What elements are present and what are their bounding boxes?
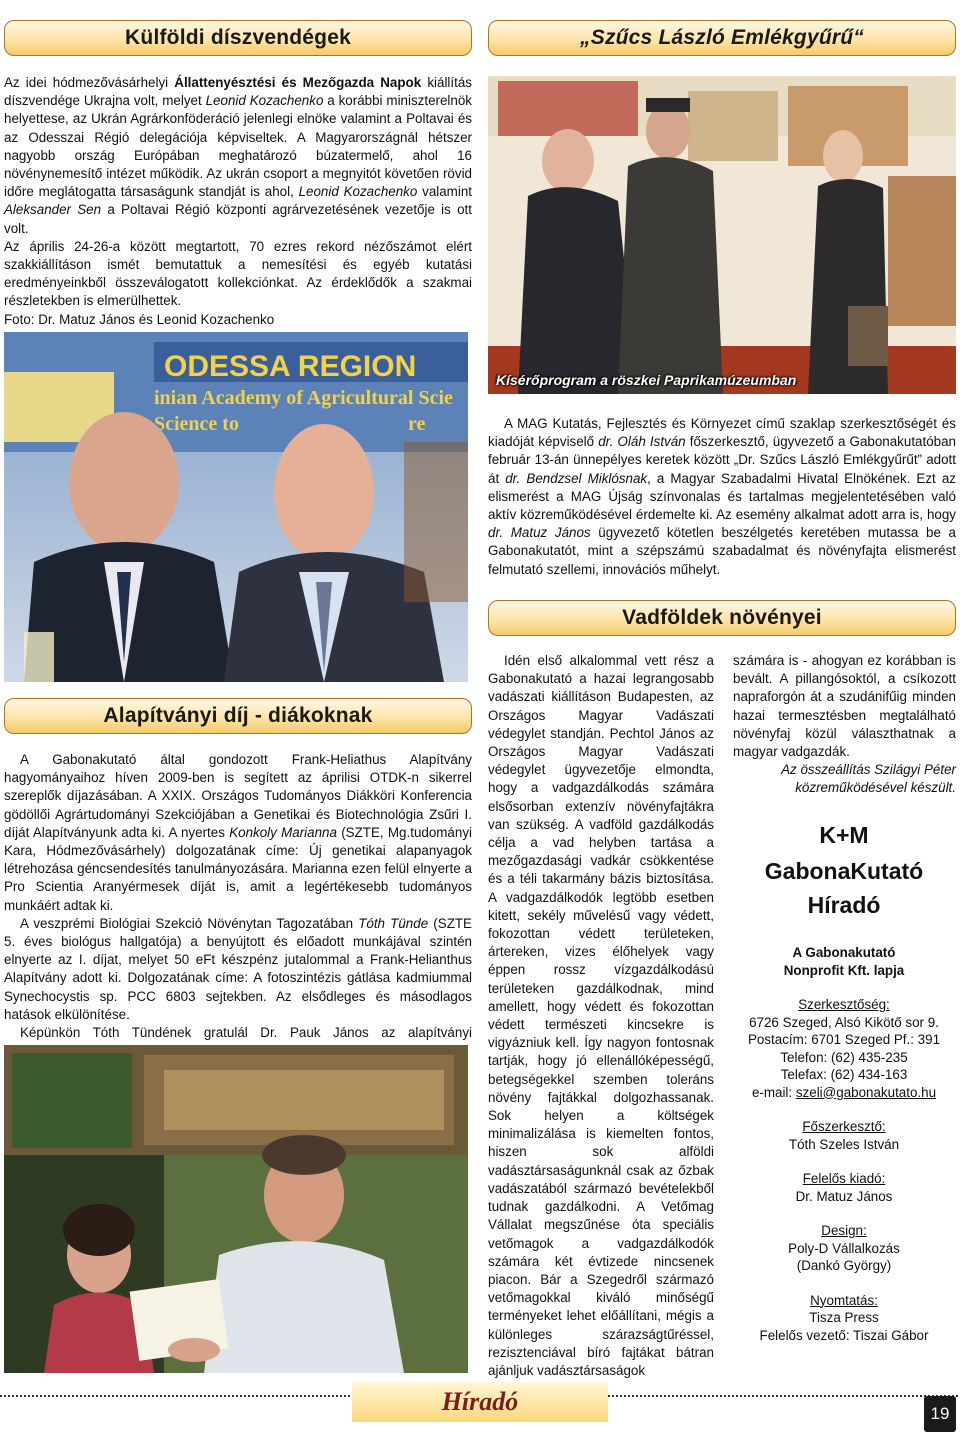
footer-title: Híradó [352, 1382, 608, 1422]
article-vadfoldek-col2 [733, 652, 956, 798]
masthead-box [735, 810, 953, 1344]
publisher-resp-label: Felelős kiadó: [802, 1171, 886, 1186]
design-label: Design: [821, 1223, 867, 1238]
article-credit: Az összeállítás Szilágyi Péter közreműködésével készült. [781, 762, 956, 796]
article-paragraph: számára is - ahogyan ez korábban is bevált. A pillangósoktól, a csíkozott napraforgón át a szudánifűig minden hazai termesztésben megtalálható növényfaj közül választhatnak a magyar vadgazdák. [733, 653, 956, 760]
photo-sign-slogan-end: re [408, 413, 426, 435]
editor-in-chief: Tóth Szeles István [788, 1136, 900, 1152]
article-kulfoldi-text [4, 74, 472, 329]
section-banner-vadfoldek: Vadföldek növényei [488, 600, 956, 636]
section-banner-szucs: „Szűcs László Emlékgyűrű“ [488, 20, 956, 56]
photo-award-handshake [4, 1045, 468, 1373]
article-paragraph: Az idei hódmezővásárhelyi Állattenyésztési és Mezőgazda Napok kiállítás díszvendége Ukrajna volt, melyet Leonid Kozachenko a korábbi miniszterelnök helyettese, az Ukrán Agrárkonföderáció jelenlegi elnöke valamint a Poltavai és az Odesszai Régió delegációja képviseltek. A Magyarországnál hétszer nagyobb ország Európában meghatározó búzatermelő, ahol 16 növénynemesítő intézet működik. Az ukrán csoport a megnyitót követően rövid időre meglátogatta társaságunk standját is ahol, Leonid Kozachenko valamint Aleksander Sen a Poltavai Régió központi agrárvezetésének vezetője is ott volt. [4, 75, 473, 236]
article-alapitvanyi-text [4, 751, 472, 1060]
section-banner-kulfoldi: Külföldi díszvendégek [4, 20, 472, 56]
photo-credit: Foto: Dr. Matuz János és Leonid Kozachenko [4, 311, 275, 327]
article-paragraph: A veszprémi Biológiai Szekció Növénytan Tagozatában Tóth Tünde (SZTE 5. éves biológus hallgatója) a benyújtott és előadott munkájával szintén elnyerte az I. díjat, melyet 50 eFt készpénz jutalommal a Frank-Helianthus Alapítvány adott ki. Dolgozatának címe: A fotoszintézis gátlása kadmiummal Synechocystis sp. PCC 6803 sejtekben. Az elsődleges és másodlagos hatások elkülönítése. [4, 915, 472, 1022]
publisher-resp: Dr. Matuz János [795, 1188, 893, 1204]
photo-odessa-delegation [4, 332, 468, 682]
article-paragraph: A Gabonakutató által gondozott Frank-Heliathus Alapítvány hagyományaihoz híven 2009-ben is segített az áprilisi OTDK-n sikerrel szereplők díjazásában. A XXIX. Országos Tudományos Diákköri Konferencia gödöllői Agrártudományi Szekciójában a Genetikai és Biotechnológia Zsűri I. díját Alapítványunk adta ki. A nyertes Konkoly Marianna (SZTE, Mg.tudományi Kara, Hódmezővásárhely) dolgozatának címe: Új genetikai alapanyagok létrehozása géncsendesítés tanulmányozására. Marianna ezen felül elnyerte a Pro Scientia Aranyérmesek díját is, amit a legértékesebb tudományos munkáért adtak ki. [4, 752, 473, 913]
editorial-label: Szerkesztőség: [798, 997, 890, 1012]
print-label: Nyomtatás: [810, 1292, 878, 1308]
photo-sign-title: ODESSA REGION [164, 350, 417, 383]
editorial-phone: Telefon: (62) 435-235 [780, 1049, 908, 1065]
editor-in-chief-label: Főszerkesztő: [802, 1119, 886, 1134]
photo-caption: Kísérőprogram a röszkei Paprikamúzeumban [496, 372, 797, 388]
editorial-address: 6726 Szeged, Alsó Kikötő sor 9. [749, 1014, 939, 1030]
masthead-title-line2: GabonaKutató [764, 858, 924, 884]
article-vadfoldek-col1 [488, 652, 714, 1380]
article-szucs-text [488, 415, 956, 579]
article-paragraph: Idén első alkalommal vett rész a Gabonakutató a hazai legrangosabb vadászati kiállításon Budapesten, az Országos Magyar Vadászati védegylet standján. Pechtol János az Országos Magyar Vadászati védegylet ügyvezetője elmondta, hogy a vadgazdálkodás számára elsősorban extenzív növényfajtákra van szükség. A vadföld gazdálkodás célja a vad helyben tartása a mezőgazdasági vadkár csökkentése és a téli takarmány bázis biztosítása. A vadgazdálkodók legtöbb esetben kitett, sekély művelésű vagy védett, fokozottan védett területeken, ártereken, vizes élőhelyek vagy éppen rossz vízgazdálkodású területeken gazdálkodnak, mind amellett, hogy védett és fokozottan védett természeti kincsekre is vigyázniuk kell. Így nagyon fontosnak tartják, hogy jó ellenállóképességű, betegségekkel szemben toleráns növény fajtákkal dolgozhassanak. Sok helyen a költségek minimalizálása is kiemelten fontos, hiszen sok alföldi vadásztársaságunknál csak az őzbak vadászatából származó bevételekből tudnak gazdálkodni. A Vetőmag Vállalat megszűnése óta speciális vetőmagok a vadgazdálkodók számára két évtizede nincsenek piacon. Bár a Szegedről származó vetőmagokkal kiváló minőségű terményeket lehet előállítani, mégis a különleges szárazságtűréssel, rezisztenciával bíró fajtákat bátran ajánljuk vadásztársaságok [488, 653, 714, 1378]
email-link[interactable]: szeli@gabonakutato.hu [795, 1084, 937, 1100]
section-banner-alapitvanyi: Alapítványi díj - diákoknak [4, 698, 472, 734]
design-company: Poly-D Vállalkozás [788, 1240, 900, 1256]
masthead-title-line3: Híradó [807, 892, 881, 918]
editorial-fax: Telefax: (62) 434-163 [780, 1067, 908, 1082]
masthead-title-line1: K+M [819, 822, 869, 848]
article-paragraph: Képünkön Tóth Tündének gratulál Dr. Pauk János az alapítványi [20, 1025, 472, 1041]
article-paragraph: Az április 24-26-a között megtartott, 70 ezres rekord nézőszámot elért szakkiállításon ismét bemutattuk a nemesítési és egyéb kutatási eredményeinkből összeválogatott kollekciónkat. Az érdeklődők a szakmai részletekben is elmerülhettek. [4, 238, 472, 309]
publisher-line1: A Gabonakutató [792, 945, 896, 960]
photo-sign-slogan: Science to [154, 413, 239, 435]
photo-paprika-museum [488, 76, 956, 394]
design-person: (Dankó György) [796, 1258, 892, 1273]
editorial-email: e-mail: szeli@gabonakutato.hu [751, 1084, 937, 1100]
photo-sign-subtitle: inian Academy of Agricultural Scie [154, 387, 453, 409]
publisher-line2: Nonprofit Kft. lapja [783, 962, 905, 978]
editorial-postal: Postacím: 6701 Szeged Pf.: 391 [747, 1032, 941, 1047]
print-company: Tisza Press [809, 1310, 879, 1325]
page-number: 19 [924, 1396, 956, 1432]
article-paragraph: A MAG Kutatás, Fejlesztés és Környezet című szaklap szerkesztőségét és kiadóját képviselő dr. Oláh István főszerkesztő, ügyvezető a Gabonakutatóban február 13-án ünnepélyes keretek között „Dr. Szűcs László Emlékgyűrűt” adott át dr. Bendzsel Miklósnak, a Magyar Szabadalmi Hivatal Elnökének. Ezt az elismerést a MAG Újság színvonalas és tartalmas megjelentetésében való aktív közreműködésével érdemelte ki. Az esemény alkalmat adott arra is, hogy dr. Matuz János ügyvezető kötetlen beszélgetés keretében mutassa be a Gabonakutatót, mint a szépszámú szabadalmat és növényfajta elismerést felmutató szellemi, innovációs műhelyt. [488, 416, 956, 577]
print-manager: Felelős vezető: Tiszai Gábor [759, 1327, 929, 1343]
